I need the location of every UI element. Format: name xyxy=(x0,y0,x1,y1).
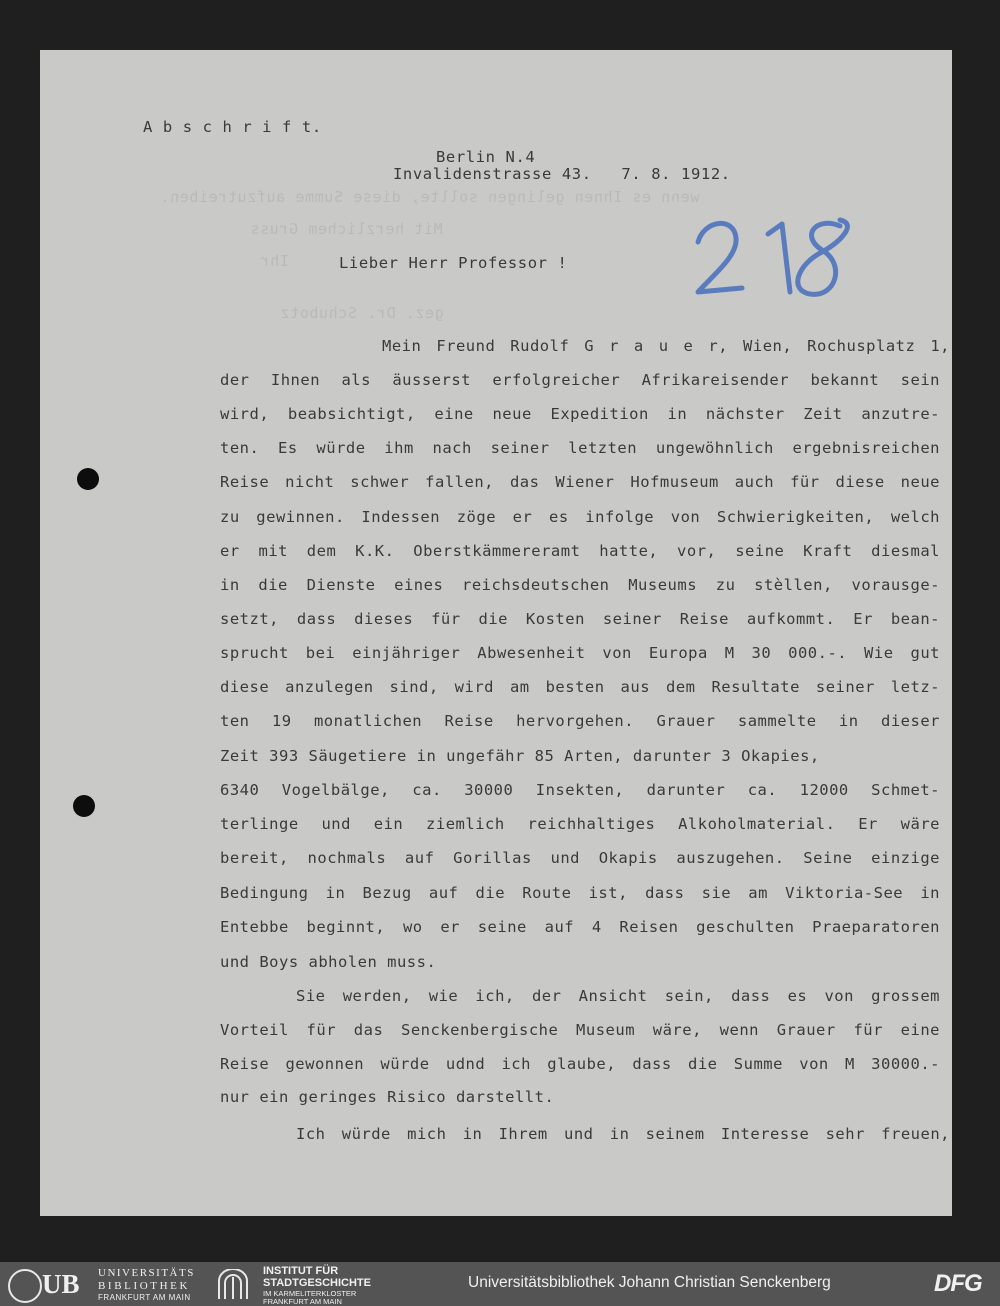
letter-line: nur ein geringes Risico darstellt. xyxy=(220,1088,555,1106)
ub-logo-icon[interactable] xyxy=(8,1269,42,1303)
letter-line: Vorteil für das Senckenbergische Museum wäre, wenn Grauer für eine xyxy=(220,1021,940,1039)
punch-hole xyxy=(77,468,99,490)
bleed-through-line: gez. Dr. Schubotz xyxy=(280,304,444,322)
isg-line4: FRANKFURT AM MAIN xyxy=(263,1297,342,1306)
letter-line: Bedingung in Bezug auf die Route ist, dass sie am Viktoria-See in xyxy=(220,884,940,902)
isg-line3: IM KARMELITERKLOSTER xyxy=(263,1289,357,1298)
ub-name-line2: BIBLIOTHEK xyxy=(98,1280,190,1292)
library-title[interactable]: Universitätsbibliothek Johann Christian Senckenberg xyxy=(468,1274,831,1291)
bleed-through-line: Mit herzlichem Gruss xyxy=(250,220,443,238)
isg-logo-icon[interactable] xyxy=(215,1269,251,1299)
place-line: Berlin N.4 xyxy=(436,148,536,166)
letter-line: diese anzulegen sind, wird am besten aus dem Resultate seiner letz- xyxy=(220,678,940,696)
letter-line: sprucht bei einjähriger Abwesenheit von Europa M 30 000.-. Wie gut xyxy=(220,644,940,662)
footer-bar xyxy=(0,1262,1000,1306)
letter-line: zu gewinnen. Indessen zöge er es infolge von Schwierigkeiten, welch xyxy=(220,508,940,526)
letter-line: in die Dienste eines reichsdeutschen Museums zu stèllen, vorausge- xyxy=(220,576,940,594)
letter-line: 6340 Vogelbälge, ca. 30000 Insekten, darunter ca. 12000 Schmet- xyxy=(220,781,940,799)
dfg-logo[interactable]: DFG xyxy=(934,1270,982,1297)
ub-name-line3: FRANKFURT AM MAIN xyxy=(98,1293,191,1302)
letter-line: Sie werden, wie ich, der Ansicht sein, dass es von grossem xyxy=(296,987,940,1005)
letter-line: der Ihnen als äusserst erfolgreicher Afrikareisender bekannt sein xyxy=(220,371,940,389)
ub-name-line1: UNIVERSITÄTS xyxy=(98,1267,195,1279)
letter-line: Zeit 393 Säugetiere in ungefähr 85 Arten, darunter 3 Okapies, xyxy=(220,747,820,765)
letter-line: Reise gewonnen würde udnd ich glaube, dass die Summe von M 30000.- xyxy=(220,1055,940,1073)
abschrift-heading: A b s c h r i f t. xyxy=(143,118,322,136)
letter-line: bereit, nochmals auf Gorillas und Okapis auszugehen. Seine einzige xyxy=(220,849,940,867)
ub-logo[interactable]: UB xyxy=(42,1269,80,1299)
letter-line: und Boys abholen muss. xyxy=(220,953,437,971)
letter-line: er mit dem K.K. Oberstkämmereramt hatte, vor, seine Kraft diesmal xyxy=(220,542,940,560)
letter-line: Ich würde mich in Ihrem und in seinem Interesse sehr freuen, xyxy=(296,1125,950,1143)
handwritten-number-annotation xyxy=(690,206,862,306)
letter-line: ten 19 monatlichen Reise hervorgehen. Grauer sammelte in dieser xyxy=(220,712,940,730)
punch-hole xyxy=(73,795,95,817)
letter-line: Mein Freund Rudolf G r a u e r, Wien, Rochusplatz 1, xyxy=(382,337,950,355)
salutation: Lieber Herr Professor ! xyxy=(339,254,568,272)
isg-line2: STADTGESCHICHTE xyxy=(263,1277,371,1289)
letter-line: Entebbe beginnt, wo er seine auf 4 Reisen geschulten Praeparatoren xyxy=(220,918,940,936)
address-date-line: Invalidenstrasse 43. 7. 8. 1912. xyxy=(393,165,731,183)
letter-line: wird, beabsichtigt, eine neue Expedition in nächster Zeit anzutre- xyxy=(220,405,940,423)
letter-line: terlinge und ein ziemlich reichhaltiges Alkoholmaterial. Er wäre xyxy=(220,815,940,833)
bleed-through-line: Ihr xyxy=(260,252,289,270)
letter-line: Reise nicht schwer fallen, das Wiener Hofmuseum auch für diese neue xyxy=(220,473,940,491)
isg-line1: INSTITUT FÜR xyxy=(263,1265,339,1277)
bleed-through-line: wenn es Ihnen gelingen sollte, diese Summe aufzutreiben. xyxy=(160,188,700,206)
letter-line: ten. Es würde ihm nach seiner letzten ungewöhnlich ergebnisreichen xyxy=(220,439,940,457)
letter-line: setzt, dass dieses für die Kosten seiner Reise aufkommt. Er bean- xyxy=(220,610,940,628)
